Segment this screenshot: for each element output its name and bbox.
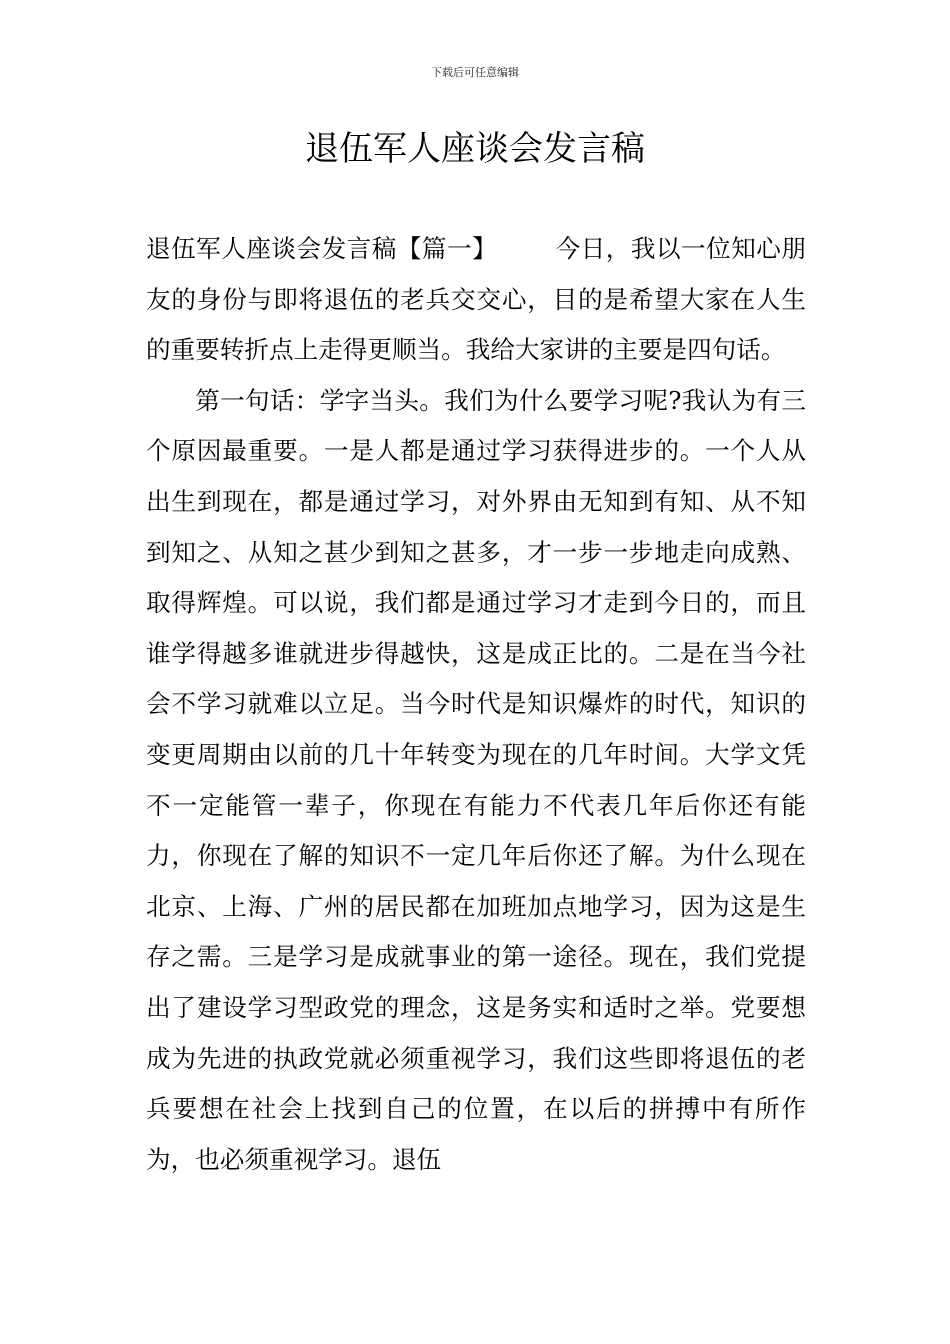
header-note: 下载后可任意编辑 [431, 66, 519, 79]
intro-heading: 退伍军人座谈会发言稿【篇一】 [146, 234, 498, 263]
document-title: 退伍军人座谈会发言稿 [305, 129, 645, 169]
intro-text: 今日，我以一位知心朋友的身份与即将退伍的老兵交交心，目的是希望大家在人生的重要转折点上走得更顺当。我给大家讲的主要是四句话。 [146, 234, 806, 365]
paragraph-1: 第一句话：学字当头。我们为什么要学习呢?我认为有三个原因最重要。一是人都是通过学习获得进步的。一个人从出生到现在，都是通过学习，对外界由无知到有知、从不知到知之、从知之甚少到知之甚多，才一步一步地走向成熟、取得辉煌。可以说，我们都是通过学习才走到今日的，而且谁学得越多谁就进步得越快，这是成正比的。二是在当今社会不学习就难以立足。当今时代是知识爆炸的时代，知识的变更周期由以前的几十年转变为现在的几年时间。大学文凭不一定能管一辈子，你现在有能力不代表几年后你还有能力，你现在了解的知识不一定几年后你还了解。为什么现在北京、上海、广州的居民都在加班加点地学习，因为这是生存之需。三是学习是成就事业的第一途径。现在，我们党提出了建设学习型政党的理念，这是务实和适时之举。党要想成为先进的执政党就必须重视学习，我们这些即将退伍的老兵要想在社会上找到自己的位置，在以后的拼搏中有所作为，也必须重视学习。退伍 [146, 385, 806, 1174]
intro-paragraph [146, 224, 806, 376]
document-body [146, 224, 806, 1185]
